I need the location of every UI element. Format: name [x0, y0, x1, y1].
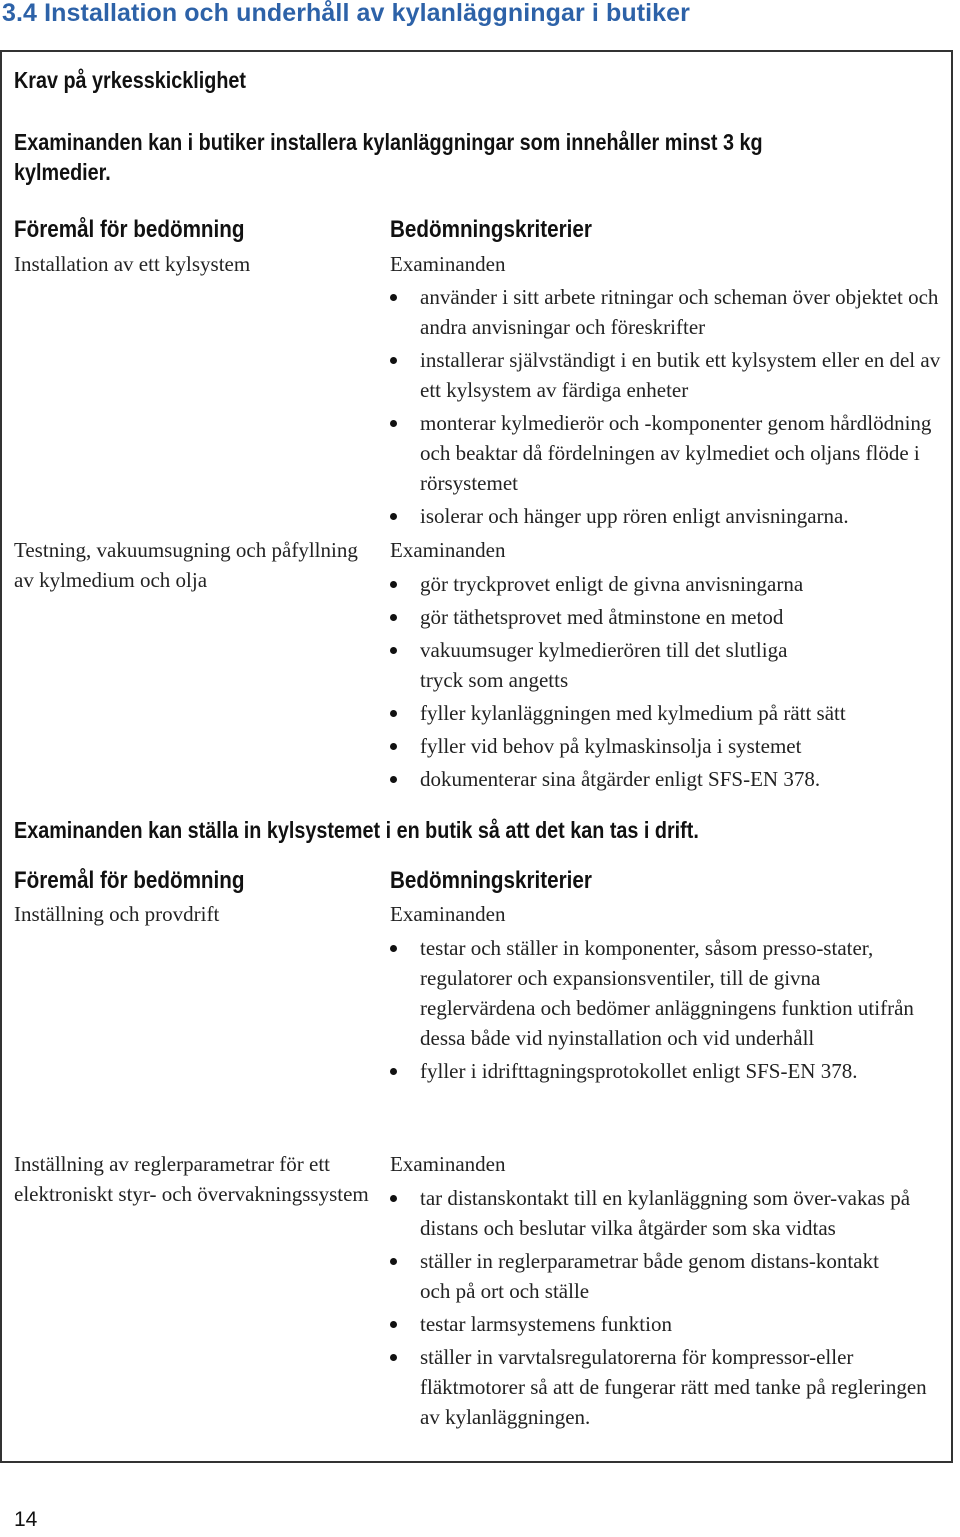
list-item: ställer in reglerparametrar både genom distans-kontakt och på ort och ställe: [390, 1246, 950, 1306]
list-item: vakuumsuger kylmedierören till det slutliga tryck som angetts: [390, 635, 950, 695]
criteria-label: Examinanden: [390, 252, 506, 276]
list-item: monterar kylmedierör och -komponenter genom hårdlödning och beaktar då fördelningen av kylmediet och oljans flöde i rörsystemet: [390, 408, 950, 498]
bullet-icon: [390, 581, 397, 588]
bullet-icon: [390, 614, 397, 621]
list-item: ställer in varvtalsregulatorerna för kompressor-eller fläktmotorer så att de fungerar rätt med tanke på regleringen av kylanläggningen.: [390, 1342, 950, 1432]
section2-left-header: Föremål för bedömning: [14, 867, 245, 894]
criteria-label: Examinanden: [390, 538, 506, 562]
criteria-label: Examinanden: [390, 1152, 506, 1176]
bullet-icon: [390, 420, 397, 427]
bullet-icon: [390, 1068, 397, 1075]
bullet-icon: [390, 945, 397, 952]
page-title: 3.4 Installation och underhåll av kylanläggningar i butiker: [2, 0, 691, 27]
list-item: dokumenterar sina åtgärder enligt SFS-EN 378.: [390, 764, 950, 794]
assessment-object: Testning, vakuumsugning och påfyllning av kylmedium och olja: [14, 538, 358, 592]
list-item: installerar självständigt i en butik ett kylsystem eller en del av ett kylsystem av färdiga enheter: [390, 345, 950, 405]
list-item: testar larmsystemens funktion: [390, 1309, 950, 1339]
assessment-object: Installation av ett kylsystem: [14, 252, 251, 276]
requirement-text-line-2: kylmedier.: [14, 159, 111, 185]
bullet-icon: [390, 1321, 397, 1328]
bullet-icon: [390, 294, 397, 301]
page-number: 14: [14, 1508, 38, 1531]
list-item: tar distanskontakt till en kylanläggning som över-vakas på distans och beslutar vilka åtgärder som ska vidtas: [390, 1183, 950, 1243]
bullet-icon: [390, 710, 397, 717]
bullet-icon: [390, 357, 397, 364]
assessment-object: Inställning av reglerparametrar för ett elektroniskt styr- och övervakningssystem: [14, 1152, 369, 1206]
bullet-icon: [390, 1354, 397, 1361]
criteria-list: [390, 282, 950, 534]
bullet-icon: [390, 513, 397, 520]
list-item: gör tryckprovet enligt de givna anvisningarna: [390, 569, 950, 599]
criteria-list: [390, 933, 950, 1089]
section2-right-header: Bedömningskriterier: [390, 867, 592, 894]
bullet-icon: [390, 743, 397, 750]
bullet-icon: [390, 776, 397, 783]
criteria-label: Examinanden: [390, 902, 506, 926]
requirements-box: [0, 50, 953, 1463]
list-item: använder i sitt arbete ritningar och scheman över objektet och andra anvisningar och föreskrifter: [390, 282, 950, 342]
requirement-heading: Krav på yrkesskicklighet: [14, 67, 247, 93]
bullet-icon: [390, 647, 397, 654]
criteria-list: [390, 1183, 950, 1435]
assessment-object: Inställning och provdrift: [14, 902, 220, 926]
list-item: gör täthetsprovet med åtminstone en metod: [390, 602, 950, 632]
list-item: fyller kylanläggningen med kylmedium på rätt sätt: [390, 698, 950, 728]
section1-left-header: Föremål för bedömning: [14, 216, 245, 243]
requirement-text-line-1: Examinanden kan i butiker installera kylanläggningar som innehåller minst 3 kg: [14, 129, 763, 155]
list-item: isolerar och hänger upp rören enligt anvisningarna.: [390, 501, 950, 531]
bullet-icon: [390, 1258, 397, 1265]
list-item: testar och ställer in komponenter, såsom presso-stater, regulatorer och expansionsventiler, till de givna reglervärdena och bedömer anläggningens funktion utifrån dessa både vid nyinstallation och vid underhåll: [390, 933, 950, 1053]
section2-heading: Examinanden kan ställa in kylsystemet i en butik så att det kan tas i drift.: [14, 817, 699, 843]
list-item: fyller vid behov på kylmaskinsolja i systemet: [390, 731, 950, 761]
criteria-list: [390, 569, 950, 797]
list-item: fyller i idrifttagningsprotokollet enligt SFS-EN 378.: [390, 1056, 950, 1086]
bullet-icon: [390, 1195, 397, 1202]
section1-right-header: Bedömningskriterier: [390, 216, 592, 243]
